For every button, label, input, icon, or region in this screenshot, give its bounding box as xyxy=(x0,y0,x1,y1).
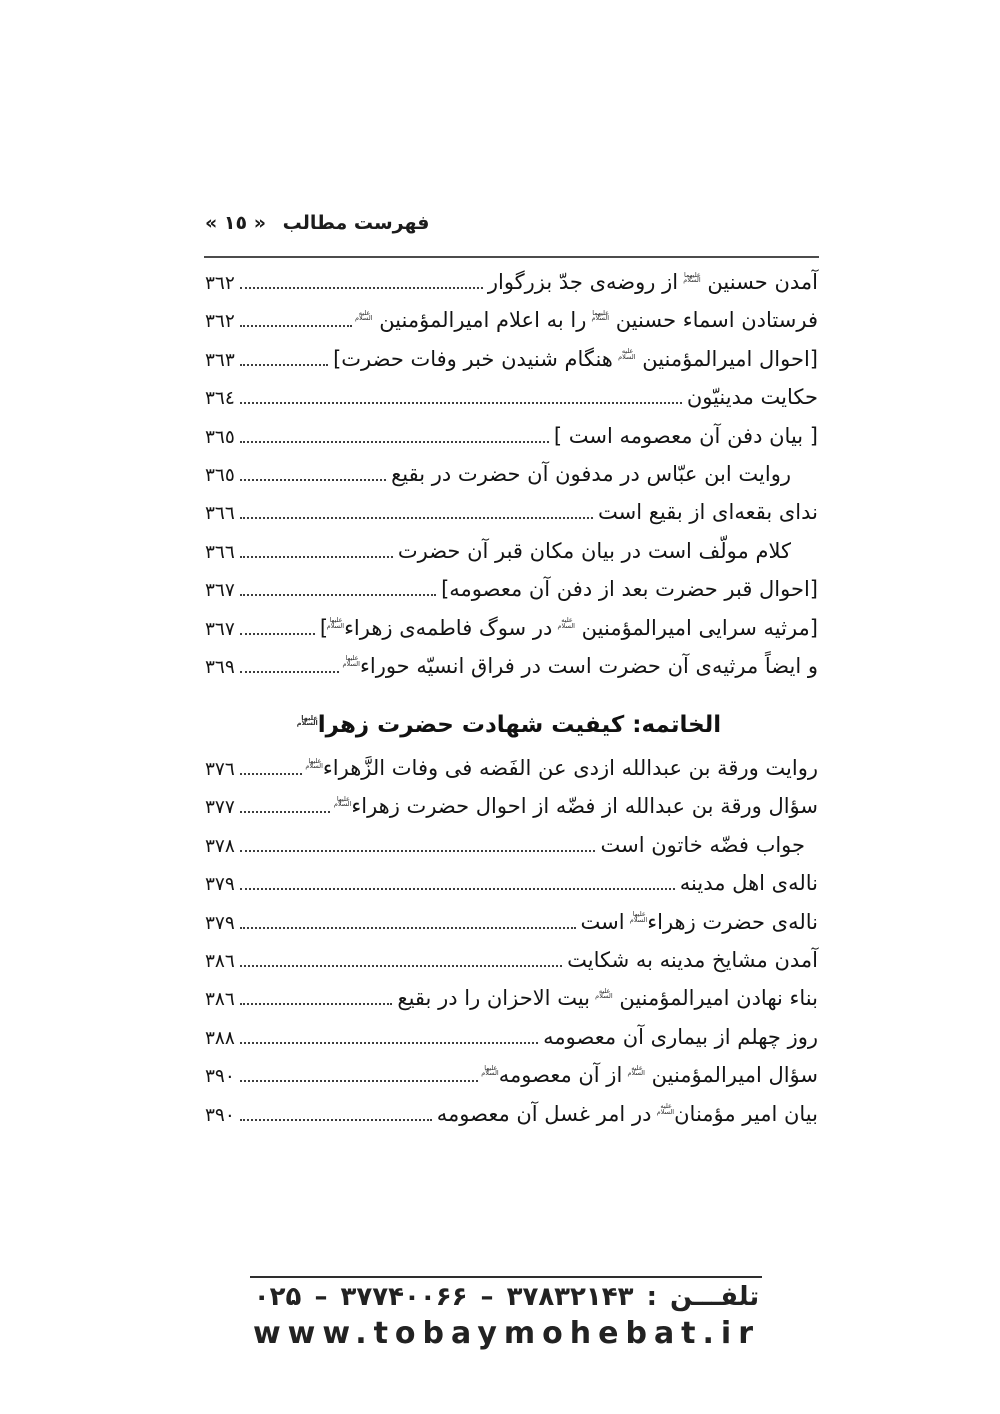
toc-entry xyxy=(205,910,818,948)
dot-leader xyxy=(240,594,436,596)
toc-page-number: ٣٧٦ xyxy=(205,759,235,780)
toc-page-number: ٣٦٧ xyxy=(205,618,235,640)
header-page-number: « ١٥ » xyxy=(205,212,266,234)
toc-entry xyxy=(205,794,818,832)
entry-text: روایت ورقة بن عبدالله ازدی عن الفَضه فی وفات الزَّهراء xyxy=(322,756,818,780)
dot-leader xyxy=(240,325,352,327)
toc-entry-title xyxy=(307,756,818,780)
dot-leader xyxy=(240,1003,393,1005)
toc-entry-title xyxy=(687,385,818,409)
honorific-mark: علیه السلام xyxy=(618,347,636,361)
dot-leader xyxy=(240,811,331,813)
toc-entry xyxy=(205,756,818,794)
toc-page-number: ٣٨٨ xyxy=(205,1027,235,1049)
toc-entry-title xyxy=(554,424,818,448)
dot-leader xyxy=(240,441,549,443)
toc-page-number: ٣٦٢ xyxy=(205,273,235,294)
toc-entry-title xyxy=(344,654,818,678)
entry-text: است xyxy=(580,909,632,934)
toc-entry-title xyxy=(488,270,818,294)
toc-entry xyxy=(205,270,818,308)
entry-text: بیت الاحزان را در بقیع xyxy=(397,986,597,1011)
toc-entry xyxy=(205,462,818,500)
toc-page-number: ٣٦٧ xyxy=(205,580,235,602)
dot-leader xyxy=(240,965,562,967)
entry-text: کلام مولّف است در بیان مکان قبر آن حضرت xyxy=(397,538,791,563)
toc-entry xyxy=(205,833,818,871)
toc-entry xyxy=(205,948,818,986)
section-heading-text: الخاتمه: کیفیت شهادت حضرت زهرا xyxy=(317,712,722,738)
entry-text: فرستادن اسماء حسنین xyxy=(609,308,818,333)
entry-text: سؤال ورقة بن عبدالله از فضّه از احوال حضرت زهراء xyxy=(351,794,818,819)
toc-page-number: ٣٦٦ xyxy=(205,541,235,563)
honorific-mark: علیها السلام xyxy=(305,756,323,770)
entry-text: در سوگ فاطمه‌ی زهراء xyxy=(344,615,559,640)
toc-entry-title xyxy=(483,1063,818,1087)
section-heading xyxy=(205,712,818,738)
dot-leader xyxy=(240,633,315,635)
toc-page-number: ٣٨٦ xyxy=(205,950,235,972)
entry-text: [مرثیه سرایی امیرالمؤمنین xyxy=(575,615,818,640)
entry-text: [احوال قبر حضرت بعد از دفن آن معصومه] xyxy=(441,577,818,602)
toc-entry-title xyxy=(598,500,818,524)
honorific-mark: علیهما السلام xyxy=(683,270,701,284)
phone-line: تلفـــن : ۳۷۸۳۲۱۴۳ – ۳۷۷۴۰۰۶۶ – ۰۲۵ xyxy=(253,1282,760,1312)
toc-page-number: ٣٦٥ xyxy=(205,426,235,448)
entry-text: ] xyxy=(319,615,329,640)
honorific-mark: علیها السلام xyxy=(342,654,360,668)
toc-page-number: ٣٦٦ xyxy=(205,503,235,525)
dot-leader xyxy=(240,671,339,673)
toc-entry xyxy=(205,1063,818,1101)
toc-page-number: ٣٧٧ xyxy=(205,797,235,819)
honorific-mark: علیها السلام xyxy=(481,1063,499,1078)
footer-divider xyxy=(250,1276,762,1278)
dot-leader xyxy=(240,287,483,289)
honorific-mark: علیها السلام xyxy=(333,794,352,809)
honorific-mark: علیه السلام xyxy=(656,1102,675,1116)
dot-leader xyxy=(240,773,302,775)
toc-page-number: ٣٧٩ xyxy=(205,912,235,934)
entry-text: از آن معصومه xyxy=(498,1063,629,1088)
entry-text: را به اعلام امیرالمؤمنین xyxy=(372,308,594,333)
dot-leader xyxy=(240,402,682,404)
dot-leader xyxy=(240,479,386,481)
honorific-mark: علیها السلام xyxy=(326,616,345,630)
honorific-mark: علیه السلام xyxy=(627,1063,645,1078)
entry-text: هنگام شنیدن خبر وفات حضرت] xyxy=(333,346,620,371)
dot-leader xyxy=(240,1042,538,1044)
toc-page-number: ٣٨٦ xyxy=(205,989,235,1011)
honorific-mark: علیه السلام xyxy=(557,616,575,630)
entry-text: آمدن حسنین xyxy=(700,270,818,294)
entry-text: آمدن مشایخ مدینه به شکایت xyxy=(567,947,818,972)
toc-entry-title xyxy=(437,1102,818,1126)
entry-text: ناله‌ی اهل مدینه xyxy=(679,871,818,896)
toc-page-number: ٣٧٨ xyxy=(205,835,235,857)
toc-entry-title xyxy=(335,794,818,818)
entry-text: ناله‌ی حضرت زهراء xyxy=(647,909,818,934)
toc-list-bottom xyxy=(205,756,818,1140)
toc-entry-title xyxy=(543,1025,818,1049)
toc-entry xyxy=(205,654,818,692)
toc-entry xyxy=(205,1102,818,1140)
entry-text: حکایت مدینیّون xyxy=(686,385,818,410)
toc-entry xyxy=(205,539,818,577)
honorific-mark: علیه السلام xyxy=(355,308,373,323)
toc-entry xyxy=(205,385,818,423)
dot-leader xyxy=(240,888,675,890)
toc-entry-title xyxy=(397,986,818,1010)
honorific-mark: علیه السلام xyxy=(595,986,613,1001)
entry-text: بناء نهادن امیرالمؤمنین xyxy=(612,986,818,1011)
toc-entry xyxy=(205,500,818,538)
toc-entry-title xyxy=(600,833,805,857)
entry-text: سؤال امیرالمؤمنین xyxy=(644,1063,818,1088)
dot-leader xyxy=(240,1119,432,1121)
dot-leader xyxy=(240,850,596,852)
toc-entry-title xyxy=(567,948,818,972)
toc-entry xyxy=(205,616,818,654)
entry-text: و ایضاً مرثیه‌ی آن حضرت است در فراق انسیّه حوراء xyxy=(359,653,818,678)
entry-text: از روضه‌ی جدّ بزرگوار xyxy=(487,270,685,294)
toc-entry-title xyxy=(357,308,818,332)
entry-text: روز چهلم از بیماری آن معصومه xyxy=(543,1024,818,1049)
toc-page-number: ٣٩٠ xyxy=(205,1066,235,1088)
toc-entry-title xyxy=(680,871,818,895)
entry-text: بیان امیر مؤمنان xyxy=(674,1101,818,1126)
entry-text: [احوال امیرالمؤمنین xyxy=(635,346,818,371)
toc-entry-title xyxy=(398,539,791,563)
toc-entry xyxy=(205,347,818,385)
toc-entry-title xyxy=(581,910,818,934)
toc-page-number: ٣٩٠ xyxy=(205,1104,235,1126)
dot-leader xyxy=(240,927,576,929)
toc-page-number: ٣٧٩ xyxy=(205,874,235,896)
toc-entry-title xyxy=(391,462,791,486)
website-url: www.tobaymohebat.ir xyxy=(252,1316,761,1351)
dot-leader xyxy=(240,556,393,558)
dot-leader xyxy=(240,364,328,366)
honorific-mark: علیهما السلام xyxy=(591,308,610,323)
toc-entry xyxy=(205,424,818,462)
honorific-mark: علیها السلام xyxy=(296,713,318,727)
toc-entry-title xyxy=(320,616,818,640)
toc-entry xyxy=(205,308,818,346)
entry-text: جواب فضّه خاتون است xyxy=(600,832,805,857)
toc-page-number: ٣٦٢ xyxy=(205,311,235,333)
toc-entry xyxy=(205,986,818,1024)
toc-page-number: ٣٦٤ xyxy=(205,388,235,410)
toc-page-number: ٣٦٩ xyxy=(205,656,235,678)
dot-leader xyxy=(240,517,593,519)
entry-text: در امر غسل آن معصومه xyxy=(436,1101,659,1126)
honorific-mark: علیها السلام xyxy=(629,910,648,924)
page-header-title: فهرست مطالب xyxy=(282,212,430,234)
page-header xyxy=(205,212,429,234)
entry-text: روایت ابن عبّاس در مدفون آن حضرت در بقیع xyxy=(391,461,791,486)
toc-entry-title xyxy=(441,577,818,601)
entry-text: ندای بقعه‌ای از بقیع است xyxy=(598,500,818,525)
toc-entry-title xyxy=(333,347,818,371)
dot-leader xyxy=(240,1080,478,1082)
header-divider xyxy=(204,256,819,258)
toc-entry xyxy=(205,1025,818,1063)
toc-list-top xyxy=(205,270,818,692)
toc-page-number: ٣٦٣ xyxy=(205,349,235,371)
toc-page-number: ٣٦٥ xyxy=(205,464,235,486)
toc-entry xyxy=(205,871,818,909)
toc-entry xyxy=(205,577,818,615)
entry-text: [ بیان دفن آن معصومه است ] xyxy=(553,423,818,448)
